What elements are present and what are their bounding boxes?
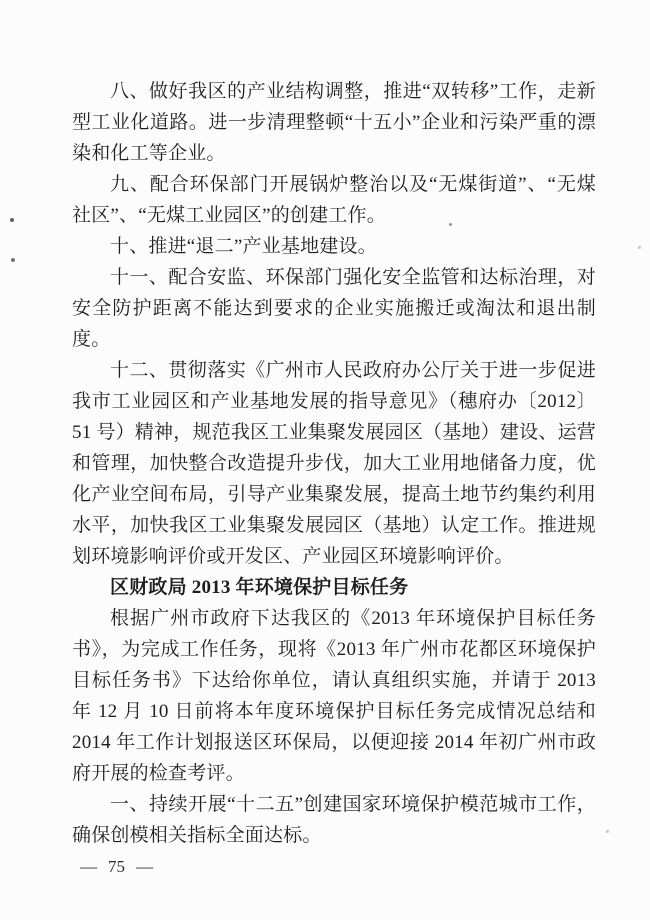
footer-dash-left: — [80,857,97,876]
footer-dash-right: — [136,857,153,876]
page-footer [80,857,153,877]
scan-speck [606,830,609,833]
page-content [72,76,596,851]
scan-speck [638,246,641,249]
section-finance-bureau [72,603,596,851]
paragraph-item-9: 九、配合环保部门开展锅炉整治以及“无煤街道”、“无煤社区”、“无煤工业园区”的创建工作。 [72,174,596,226]
paragraph-intro: 根据广州市政府下达我区的《2013 年环境保护目标任务书》，为完成工作任务，现将《2013 年广州市花都区环境保护目标任务书》下达给你单位，请认真组织实施，并请于 2013 年 12 月 10 日前将本年度环境保护目标任务完成情况总结和 2014 年工作计划报送区环保局，以便迎接 2014 年初广州市政府开展的检查考评。 [72,608,596,784]
paragraph-item-1: 一、持续开展“十二五”创建国家环境保护模范城市工作，确保创模相关指标全面达标。 [72,794,596,846]
paragraph-item-8: 八、做好我区的产业结构调整，推进“双转移”工作，走新型工业化道路。进一步清理整顿“十五小”企业和污染严重的漂染和化工等企业。 [72,81,596,164]
paragraph-item-10: 十、推进“退二”产业基地建设。 [110,236,377,257]
paragraph-item-12: 十二、贯彻落实《广州市人民政府办公厅关于进一步促进我市工业园区和产业基地发展的指导意见》（穗府办〔2012〕51 号）精神，规范我区工业集聚发展园区（基地）建设、运营和管理，加快整合改造提升步伐，加大工业用地储备力度，优化产业空间布局，引导产业集聚发展，提高土地节约集约利用水平，加快我区工业集聚发展园区（基地）认定工作。推进规划环境影响评价或开发区、产业园区环境影响评价。 [72,360,596,567]
scan-speck [11,258,15,262]
paragraph-item-11: 十一、配合安监、环保部门强化安全监管和达标治理，对安全防护距离不能达到要求的企业实施搬迁或淘汰和退出制度。 [72,267,596,350]
page-number: 75 [108,857,125,876]
section-heading: 区财政局 2013 年环境保护目标任务 [110,577,409,598]
scan-speck [449,223,452,226]
scan-speck [10,218,14,222]
section-tasks-list [72,76,596,572]
